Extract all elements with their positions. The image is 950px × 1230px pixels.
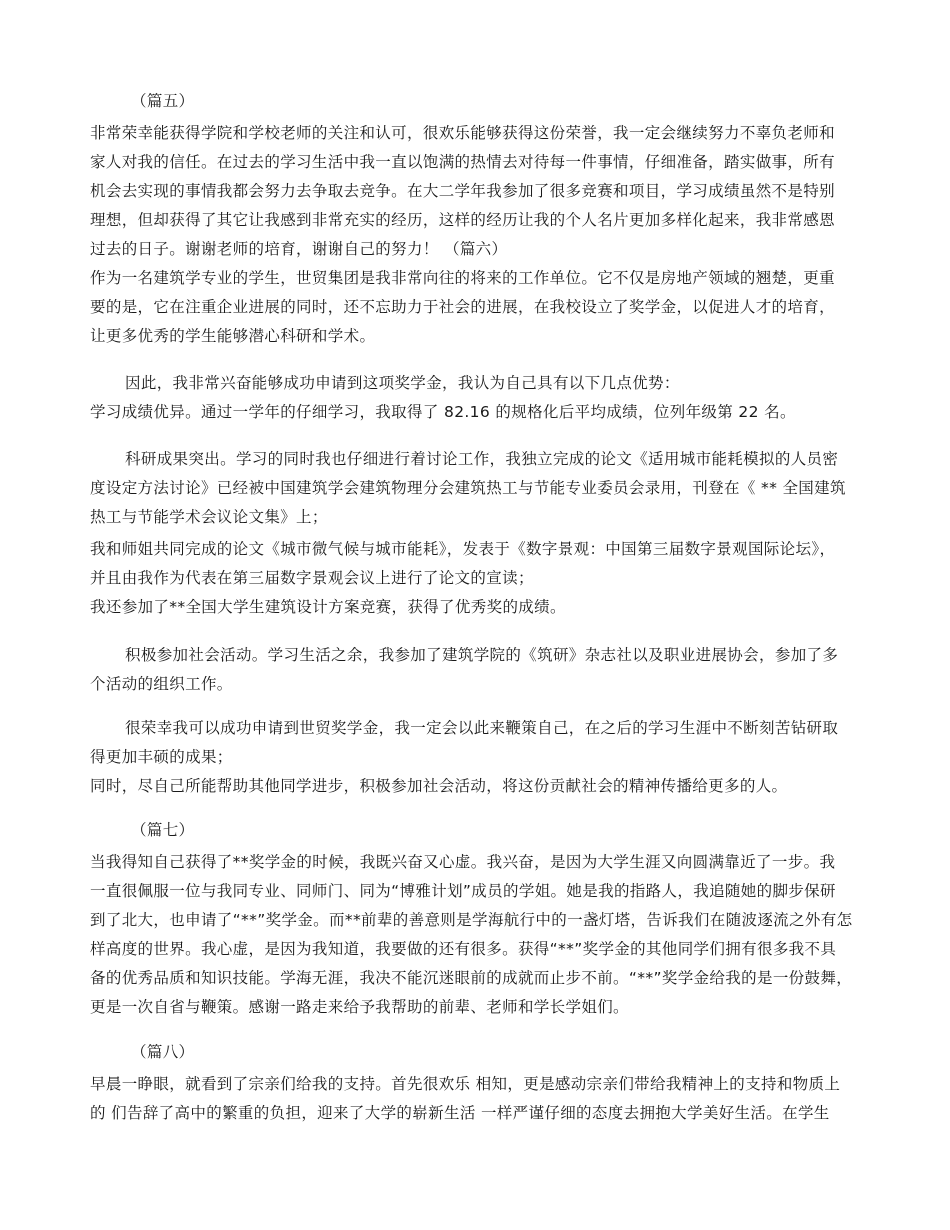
paragraph-line: 备的优秀品质和知识技能。学海无涯，我决不能沉迷眼前的成就而止步不前。“**”奖学金给我的是一份鼓舞，	[90, 969, 853, 987]
paragraph-line: 理想，但却获得了其它让我感到非常充实的经历，这样的经历让我的个人名片更加多样化起来，我非常感恩	[90, 211, 835, 229]
paragraph-line: 学习成绩优异。通过一学年的仔细学习，我取得了 82.16 的规格化后平均成绩，位列年级第 22 名。	[90, 403, 796, 421]
section-heading-7: （篇七）	[131, 821, 195, 839]
paragraph-line: 要的是，它在注重企业进展的同时，还不忘助力于社会的进展，在我校设立了奖学金，以促进人才的培育，	[90, 298, 835, 316]
paragraph-line: 当我得知自己获得了**奖学金的时候，我既兴奋又心虚。我兴奋，是因为大学生涯又向圆满靠近了一步。我	[90, 853, 836, 871]
paragraph-line: 家人对我的信任。在过去的学习生活中我一直以饱满的热情去对待每一件事情，仔细准备，踏实做事，所有	[90, 153, 835, 171]
paragraph-line: 让更多优秀的学生能够潜心科研和学术。	[90, 327, 376, 345]
paragraph-line: 非常荣幸能获得学院和学校老师的关注和认可，很欢乐能够获得这份荣誉，我一定会继续努力不辜负老师和	[90, 124, 835, 142]
paragraph-line: 同时，尽自己所能帮助其他同学进步，积极参加社会活动，将这份贡献社会的精神传播给更多的人。	[90, 777, 788, 795]
paragraph-line: 一直很佩服一位与我同专业、同师门、同为“博雅计划”成员的学姐。她是我的指路人，我追随她的脚步保研	[90, 882, 836, 900]
paragraph-line: 度设定方法讨论》已经被中国建筑学会建筑物理分会建筑热工与节能专业委员会录用，刊登在《 ** 全国建筑	[90, 479, 846, 497]
paragraph-line: 并且由我作为代表在第三届数字景观会议上进行了论文的宣读；	[90, 569, 534, 587]
paragraph-line: 我和师姐共同完成的论文《城市微气候与城市能耗》，发表于《数字景观：中国第三届数字景观国际论坛》，	[90, 540, 836, 558]
paragraph-line: 得更加丰硕的成果；	[90, 748, 233, 766]
paragraph-line: 个活动的组织工作。	[90, 675, 233, 693]
paragraph-line: 的 们告辞了高中的繁重的负担，迎来了大学的崭新生活 一样严谨仔细的态度去拥抱大学美好生活。在学生	[90, 1104, 830, 1122]
paragraph-line: 我还参加了**全国大学生建筑设计方案竞赛，获得了优秀奖的成绩。	[90, 598, 566, 616]
section-heading-5: （篇五）	[131, 92, 195, 110]
paragraph-line: 早晨一睁眼，就看到了宗亲们给我的支持。首先很欢乐 相知，更是感动宗亲们带给我精神上的支持和物质上	[90, 1075, 841, 1093]
section-heading-8: （篇八）	[131, 1043, 195, 1061]
paragraph-line: 过去的日子。谢谢老师的培育，谢谢自己的努力！ （篇六）	[90, 240, 508, 258]
paragraph-line: 到了北大，也申请了“**”奖学金。而**前辈的善意则是学海航行中的一盏灯塔，告诉我们在随波逐流之外有怎	[90, 911, 853, 929]
paragraph-line: 样高度的世界。我心虚，是因为我知道，我要做的还有很多。获得“**”奖学金的其他同学们拥有很多我不具	[90, 940, 837, 958]
paragraph-line: 机会去实现的事情我都会努力去争取去竞争。在大二学年我参加了很多竞赛和项目，学习成绩虽然不是特别	[90, 182, 835, 200]
paragraph-line: 积极参加社会活动。学习生活之余，我参加了建筑学院的《筑研》杂志社以及职业进展协会，参加了多	[125, 646, 839, 664]
paragraph-line: 更是一次自省与鞭策。感谢一路走来给予我帮助的前辈、老师和学长学姐们。	[90, 998, 629, 1016]
paragraph-line: 热工与节能学术会议论文集》上；	[90, 508, 328, 526]
paragraph-line: 科研成果突出。学习的同时我也仔细进行着讨论工作，我独立完成的论文《适用城市能耗模拟的人员密	[125, 450, 839, 468]
paragraph-line: 因此，我非常兴奋能够成功申请到这项奖学金，我认为自己具有以下几点优势：	[125, 374, 680, 392]
paragraph-line: 很荣幸我可以成功申请到世贸奖学金，我一定会以此来鞭策自己，在之后的学习生涯中不断刻苦钻研取	[125, 719, 839, 737]
paragraph-line: 作为一名建筑学专业的学生，世贸集团是我非常向往的将来的工作单位。它不仅是房地产领域的翘楚，更重	[90, 269, 835, 287]
